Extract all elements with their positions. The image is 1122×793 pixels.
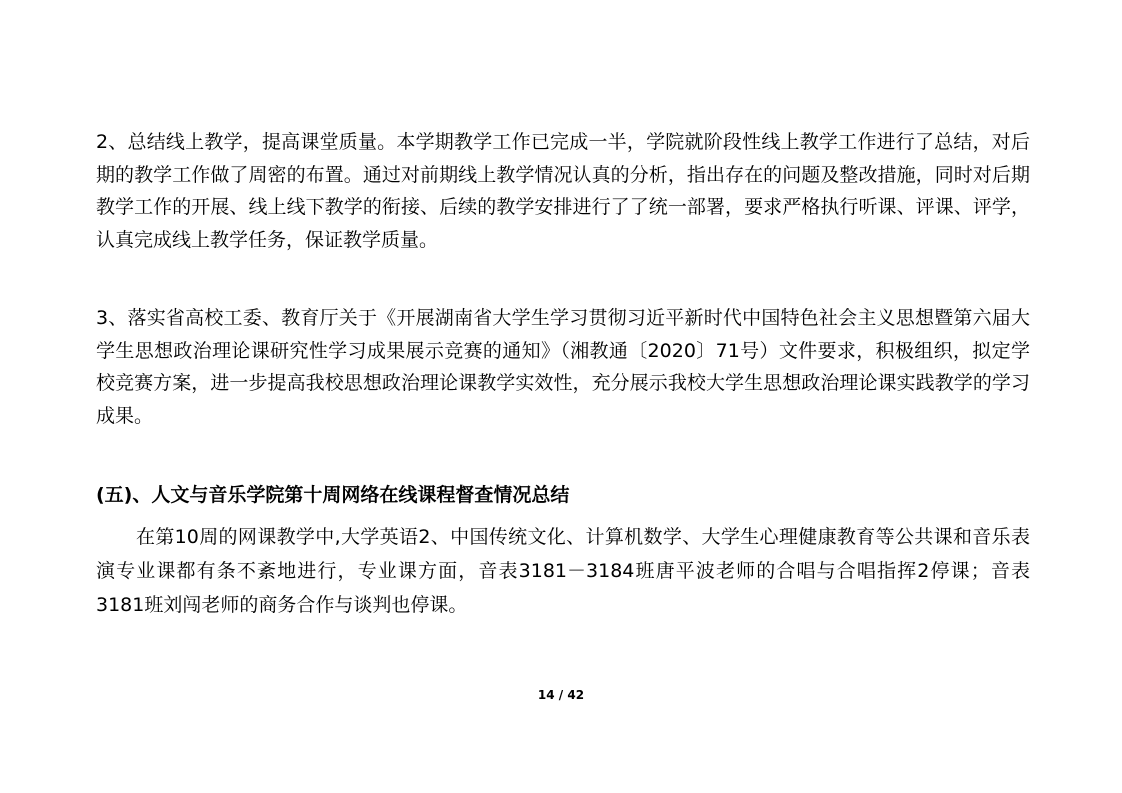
paragraph-item-2: 2、总结线上教学，提高课堂质量。本学期教学工作已完成一半，学院就阶段性线上教学工作进行了总结，对后期的教学工作做了周密的布置。通过对前期线上教学情况认真的分析，指出存在的问题及整改措施，同时对后期教学工作的开展、线上线下教学的衔接、后续的教学安排进行了了统一部署，要求严格执行听课、评课、评学，认真完成线上教学任务，保证教学质量。 [96, 131, 1030, 251]
page-number: 14 / 42 [537, 688, 585, 702]
section-heading: (五)、人文与音乐学院第十周网络在线课程督查情况总结 [96, 484, 570, 506]
section-body-paragraph: 在第10周的网课教学中,大学英语2、中国传统文化、计算机数学、大学生心理健康教育等公共课和音乐表演专业课都有条不紊地进行，专业课方面，音表3181－3184班唐平波老师的合唱与合唱指挥2停课；音表3181班刘闯老师的商务合作与谈判也停课。 [96, 526, 1030, 616]
paragraph-item-3: 3、落实省高校工委、教育厅关于《开展湖南省大学生学习贯彻习近平新时代中国特色社会主义思想暨第六届大学生思想政治理论课研究性学习成果展示竞赛的通知》（湘教通〔2020〕71号）文件要求，积极组织，拟定学校竞赛方案，进一步提高我校思想政治理论课教学实效性，充分展示我校大学生思想政治理论课实践教学的学习成果。 [96, 307, 1030, 427]
